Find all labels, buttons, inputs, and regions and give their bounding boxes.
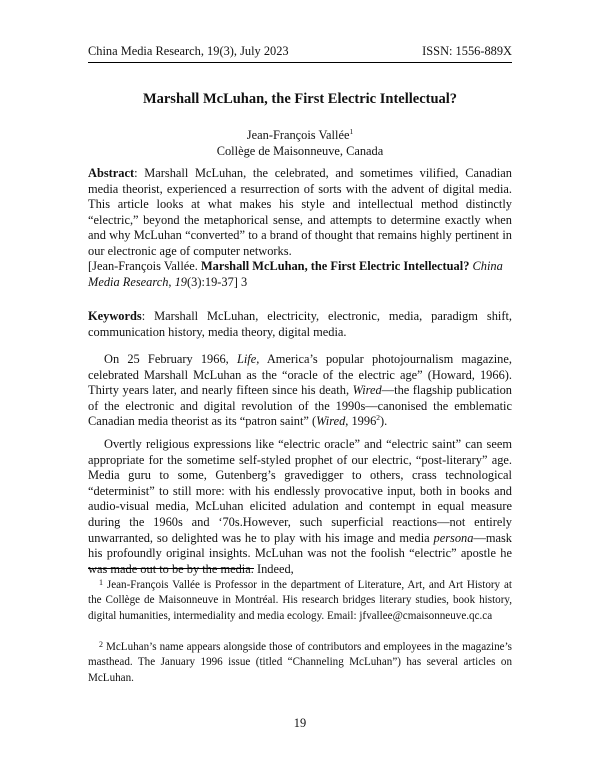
footnote-2 <box>88 640 512 686</box>
author-block <box>88 124 512 159</box>
paragraph-2 <box>88 437 512 577</box>
citation-journal: China Media Research <box>88 259 503 289</box>
footnote-1-mark: 1 <box>99 578 103 587</box>
citation: [Jean-François Vallée. Marshall McLuhan, the First Electric Intellectual? China Media Research, 19(3):19-37] 3 <box>88 259 503 289</box>
para1-text-b: , America’s popular photojournalism magazine, celebrated Marshall McLuhan as the “oracle of the electric age” (Howard, 1966). Thirty years later, and nearly fifteen since his death, <box>88 352 512 398</box>
footnote-ref-2[interactable]: 2 <box>376 413 381 423</box>
abstract <box>88 166 512 260</box>
author-note-mark: 1 <box>349 127 354 136</box>
para2-text-a: Overtly religious expressions like “electric oracle” and “electric saint” can seem appropriate for the sometime self-styled prophet of our electric, “post-literary” age. Media guru to some, Gutenberg’s gravedigger to others, crass technological “determinist” to still more: with his endlessly provocative input, both in books and audio-visual media, McLuhan elicited adulation and contempt in equal measure during the 1960s and ‘70s.However, such superficial reactions—not entirely unwarranted, so delighted was he to play with his image and media <box>88 437 512 545</box>
abstract-label: Abstract <box>88 166 135 180</box>
footnote-1-text: Jean-François Vallée is Professor in the department of Literature, Art, and Art History at the Collège de Maisonneuve in Montréal. His research bridges literary studies, book history, digital humanities, intermediality and media ecology. Email: jfvallee@cmaisonneuve.qc.ca <box>88 579 512 622</box>
paragraph-1 <box>88 352 512 430</box>
page-number: 19 <box>293 716 307 730</box>
footnote-rule <box>88 568 254 569</box>
author-name: Jean-François Vallée <box>246 128 350 143</box>
para1-text-c: —the flagship publication of the electronic and digital revolution of the 1990s—canonised the emblematic Canadian media theorist as its “patron saint” ( <box>88 383 512 429</box>
wired-citation: Wired <box>316 414 346 429</box>
para1-text-e: ). <box>380 414 388 429</box>
para1-text-d: , 1996 <box>345 414 377 429</box>
citation-volume: 19 <box>174 274 187 289</box>
life-magazine: Life <box>236 352 257 366</box>
keywords-text: : Marshall McLuhan, electricity, electronic, media, paradigm shift, communication history, media theory, digital media. <box>88 309 512 339</box>
abstract-text: : Marshall McLuhan, the celebrated, and sometimes vilified, Canadian media theorist, experienced a resurrection of sorts with the advent of digital media. This article looks at what makes his style and intellectual method distinctly “electric,” beyond the metaphorical sense, and attempts to determine exactly when and why McLuhan “converted” to a brand of thought that remains highly pertinent in our electronic age of computer networks. <box>88 166 512 258</box>
footnote-2-mark: 2 <box>99 640 103 649</box>
header-rule <box>88 62 512 63</box>
journal-citation: China Media Research, 19(3), July 2023 <box>88 44 289 58</box>
citation-open: [Jean-François Vallée. <box>88 259 201 273</box>
wired-magazine: Wired <box>352 383 382 398</box>
running-header <box>88 44 512 60</box>
footnote-2-text: McLuhan’s name appears alongside those of contributors and employees in the magazine’s masthead. The January 1996 issue (titled “Channeling McLuhan”) has several articles on McLuhan. <box>88 641 512 684</box>
issn: ISSN: 1556-889X <box>422 44 512 58</box>
citation-rest: (3):19-37] 3 <box>187 274 248 289</box>
para1-text-a: On 25 February 1966, <box>104 352 237 366</box>
article-title: Marshall McLuhan, the First Electric Intellectual? <box>142 91 458 107</box>
para2-text-b: —mask his profoundly original insights. McLuhan was not the foolish “electric” apostle he was made out to be by the media. Indeed, <box>88 530 512 576</box>
footnote-1 <box>88 578 512 624</box>
persona-term: persona <box>433 530 474 545</box>
author-affiliation: Collège de Maisonneuve, Canada <box>216 143 384 158</box>
citation-title: Marshall McLuhan, the First Electric Intellectual? <box>200 259 470 273</box>
keywords <box>88 309 512 340</box>
keywords-label: Keywords <box>88 309 142 323</box>
